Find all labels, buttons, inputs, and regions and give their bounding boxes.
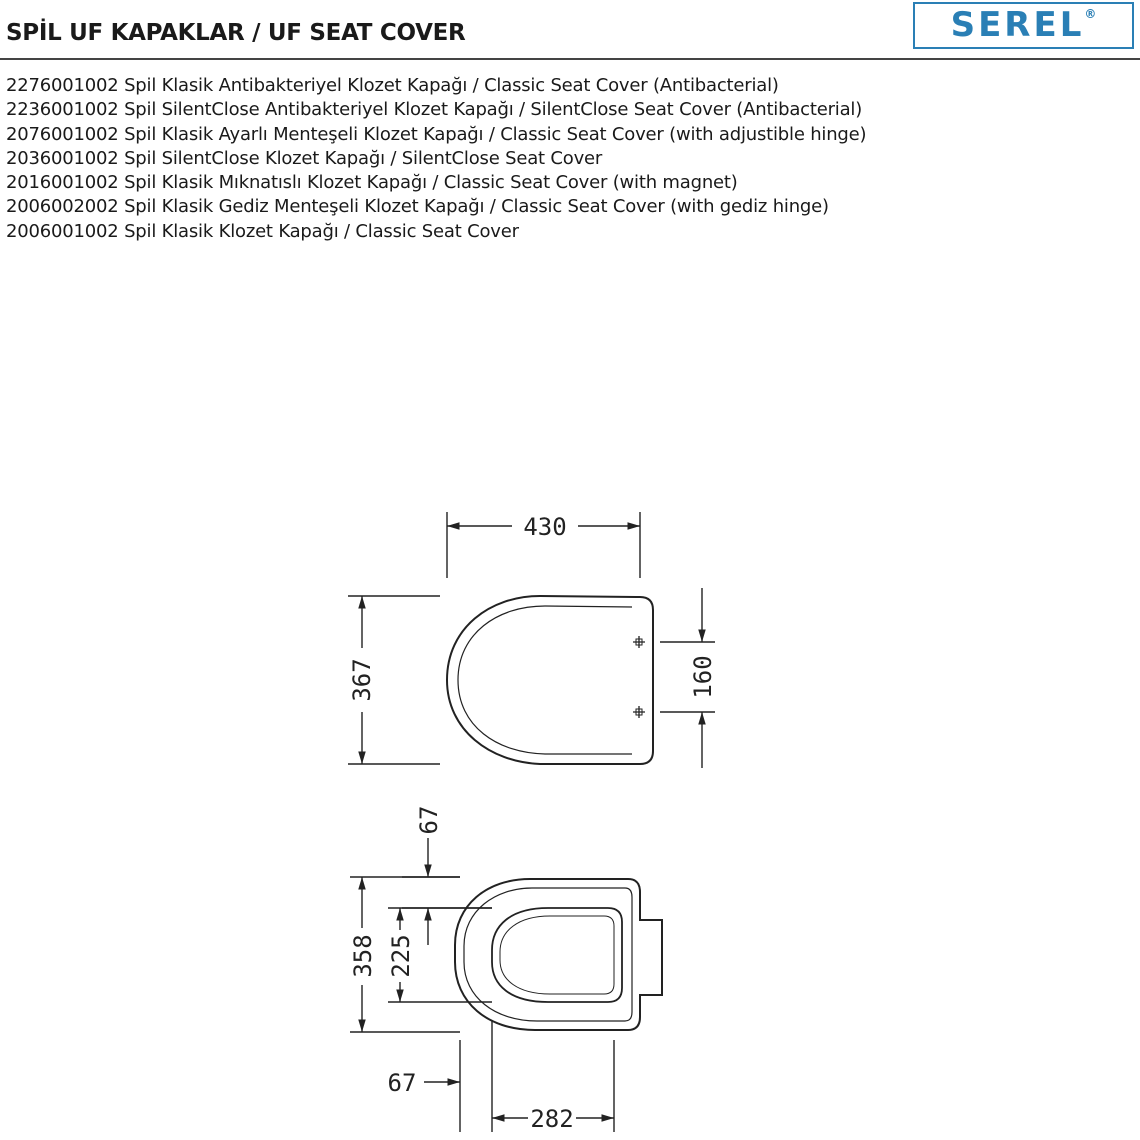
dimension-offset-67-side bbox=[424, 1020, 492, 1132]
product-code: 2006001002 bbox=[6, 220, 119, 242]
label-opening-225: 225 bbox=[387, 934, 415, 978]
product-description: Spil Klasik Mıknatıslı Klozet Kapağı / Classic Seat Cover (with magnet) bbox=[124, 172, 738, 194]
label-offset-67-side: 67 bbox=[387, 1069, 417, 1097]
product-description: Spil Klasik Gediz Menteşeli Klozet Kapağı / Classic Seat Cover (with gediz hinge) bbox=[124, 196, 829, 218]
product-description: Spil Klasik Klozet Kapağı / Classic Seat Cover bbox=[124, 220, 519, 242]
product-code: 2036001002 bbox=[6, 147, 119, 169]
label-width-430: 430 bbox=[523, 513, 567, 541]
label-depth-367: 367 bbox=[348, 658, 376, 702]
registered-mark: ® bbox=[1084, 7, 1097, 21]
logo-text: SEREL bbox=[950, 5, 1085, 45]
product-code: 2016001002 bbox=[6, 172, 119, 194]
product-description: Spil SilentClose Antibakteriyel Klozet Kapağı / SilentClose Seat Cover (Antibacterial) bbox=[124, 99, 863, 121]
seat-cover-top-view bbox=[447, 596, 653, 764]
product-description: Spil SilentClose Klozet Kapağı / SilentClose Seat Cover bbox=[124, 147, 603, 169]
product-code: 2076001002 bbox=[6, 123, 119, 145]
dimension-offset-67-top bbox=[402, 838, 492, 945]
product-description: Spil Klasik Ayarlı Menteşeli Klozet Kapağı / Classic Seat Cover (with adjustible hinge) bbox=[124, 123, 867, 145]
product-code: 2006002002 bbox=[6, 196, 119, 218]
product-code: 2276001002 bbox=[6, 75, 119, 96]
product-code: 2236001002 bbox=[6, 99, 119, 121]
hinge-marker-icon bbox=[633, 636, 645, 648]
label-width-282: 282 bbox=[530, 1105, 574, 1133]
label-offset-67-top: 67 bbox=[415, 805, 443, 835]
label-hinge-160: 160 bbox=[689, 655, 717, 699]
hinge-marker-icon bbox=[633, 706, 645, 718]
product-description: Spil Klasik Antibakteriyel Klozet Kapağı / Classic Seat Cover (Antibacterial) bbox=[124, 75, 779, 96]
page-title: SPİL UF KAPAKLAR / UF SEAT COVER bbox=[6, 20, 466, 46]
label-depth-358: 358 bbox=[349, 934, 377, 978]
seat-ring-bottom-view bbox=[455, 879, 662, 1030]
